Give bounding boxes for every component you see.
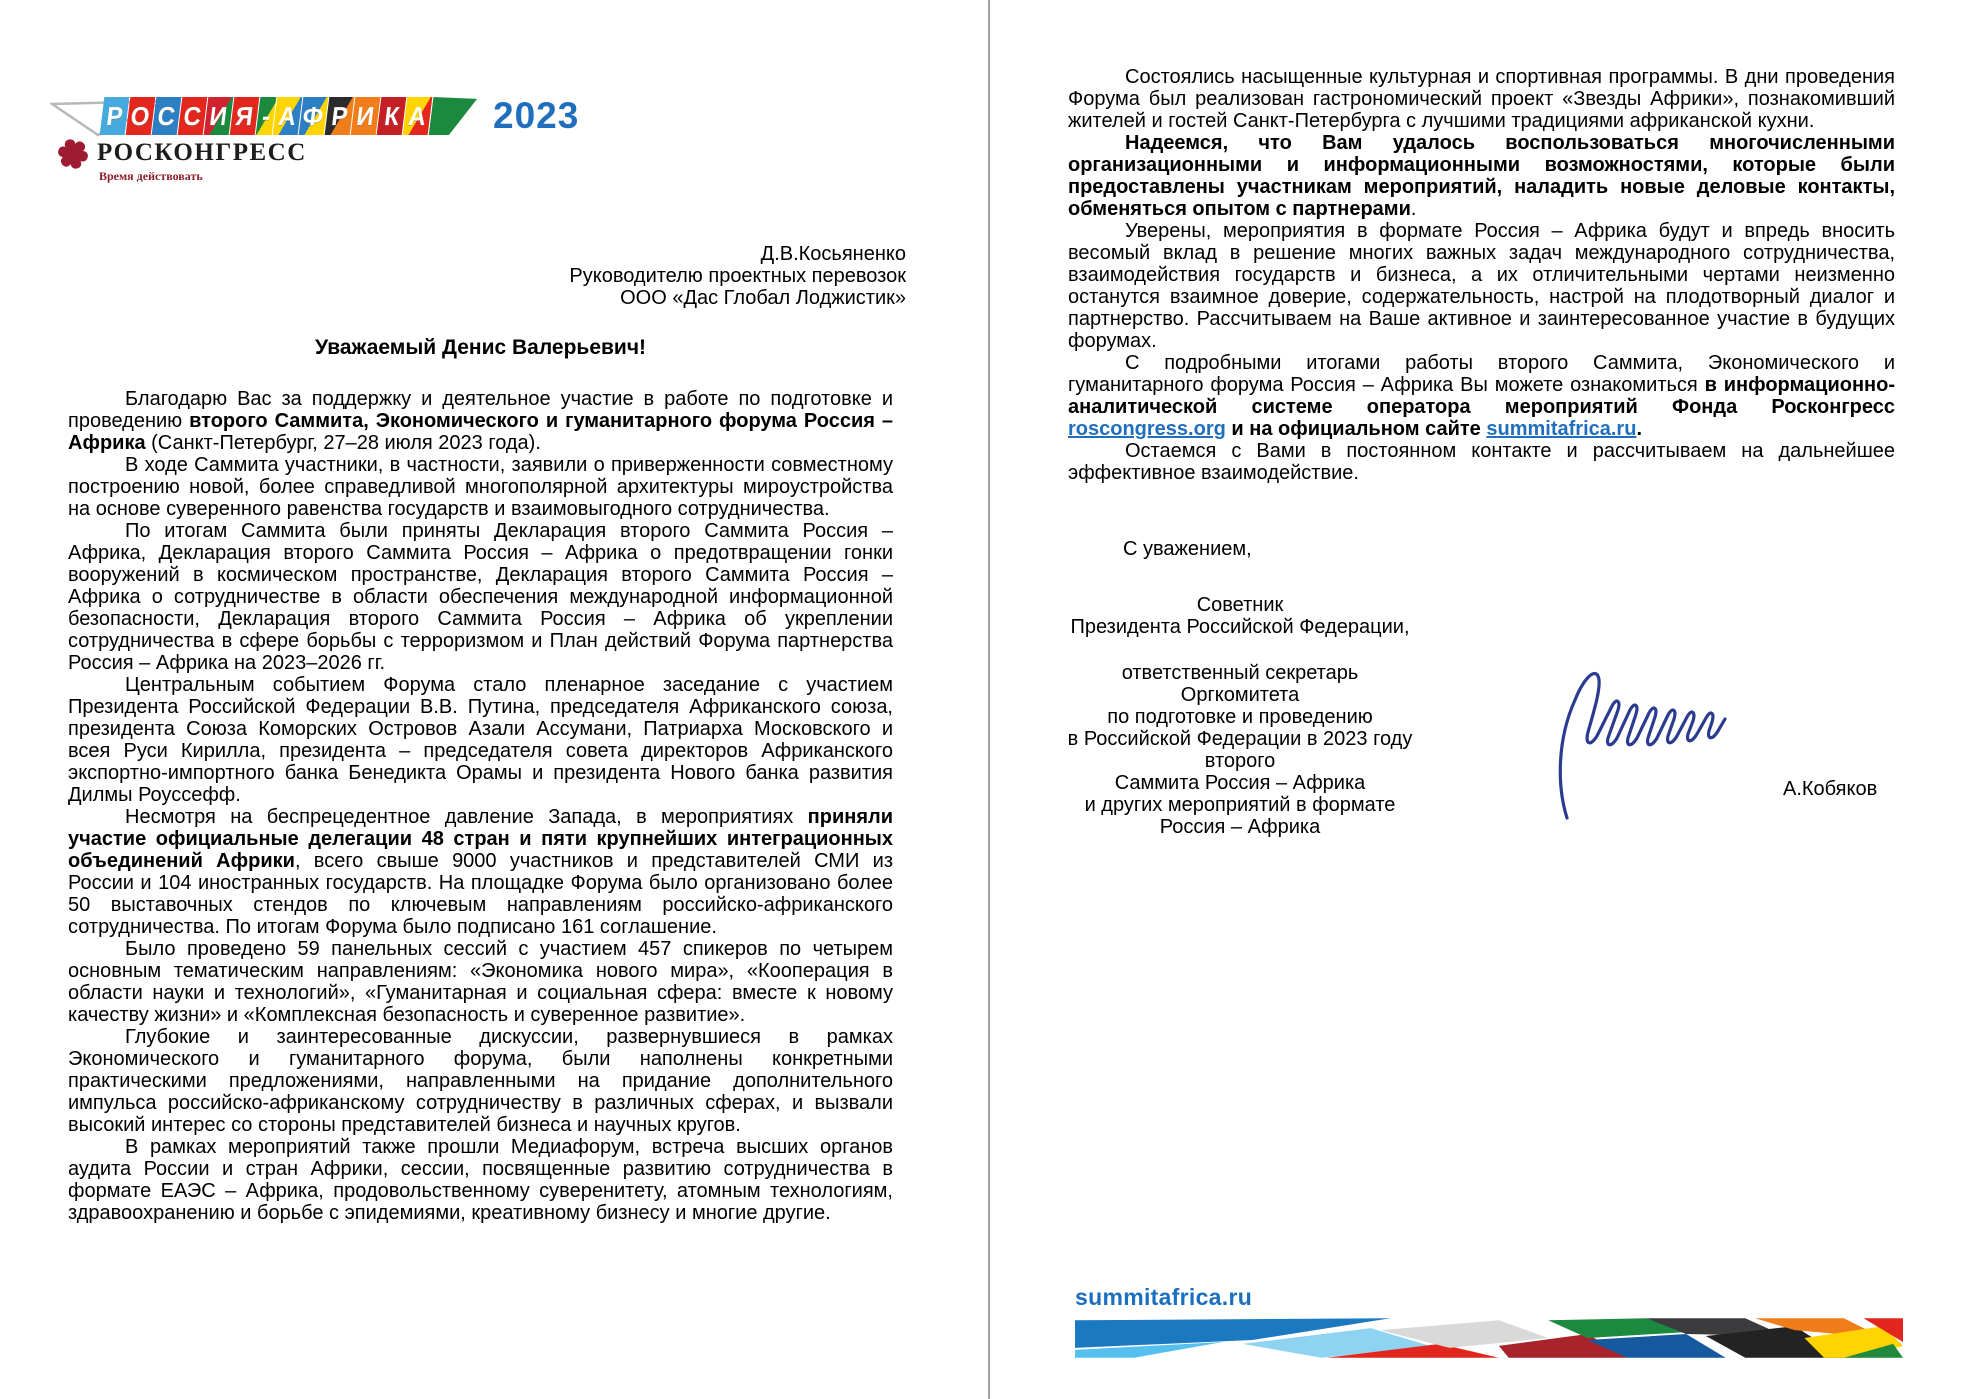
- text-run: По итогам Саммита были приняты Декларация второго Саммита Россия – Африка, Декларация второго Саммита Россия – Африка о предотвращении гонки вооружений в космическом пространстве, Декларация второго Саммита Россия – Африка о сотрудничестве в области обеспечения международной информационной безопасности, Декларация второго Саммита Россия – Африка об укреплении сотрудничества в сфере борьбы с терроризмом и План действий Форума партнерства Россия – Африка на 2023–2026 гг.: [68, 520, 893, 674]
- text-run: В рамках мероприятий также прошли Медиафорум, встреча высших органов аудита России и стран Африки, сессии, посвященные развитию сотрудничества в формате ЕАЭС – Африка, продовольственному суверенитету, атомным технологиям, здравоохранению и борьбе с эпидемиями, креативному бизнесу и многие другие.: [68, 1136, 893, 1224]
- paragraph: [68, 806, 893, 938]
- logo-letter: С: [182, 101, 203, 131]
- text-line: Россия – Африка: [1159, 816, 1321, 838]
- letter-body-page2: [1068, 66, 1895, 484]
- inline-link[interactable]: summitafrica.ru: [1486, 418, 1637, 440]
- paragraph: [1068, 440, 1895, 484]
- text-run: Уверены, мероприятия в формате Россия – Африка будут и впредь вносить весомый вклад в решение многих важных задач международного сотрудничества, взаимодействия государств и бизнеса, а их отличительными чертами неизменно останутся взаимное доверие, содержательность, настрой на плодотворный диалог и партнерство. Рассчитываем на Ваше активное и заинтересованное участие в будущих форумах.: [1068, 220, 1895, 352]
- logo-tile: [377, 97, 407, 135]
- footer-site-link[interactable]: summitafrica.ru: [1075, 1284, 1253, 1310]
- logo-tile: [230, 97, 260, 135]
- letter-body-page1: [68, 388, 893, 1224]
- text-run: Несмотря на беспрецедентное давление Запада, в мероприятиях: [125, 806, 808, 828]
- inline-link[interactable]: roscongress.org: [1068, 418, 1226, 440]
- text-run: (Санкт-Петербург, 27–28 июля 2023 года).: [145, 432, 541, 454]
- logo-tile: [299, 97, 329, 135]
- text-run: .: [1636, 418, 1642, 440]
- text-line: Руководителю проектных перевозок: [569, 265, 906, 287]
- logo-letter: -: [260, 101, 272, 131]
- roscongress-tagline: Время действовать: [99, 169, 203, 183]
- logo-letter: И: [208, 101, 229, 131]
- paragraph: [68, 454, 893, 520]
- paragraph: [1068, 132, 1895, 220]
- page-divider: [988, 0, 990, 1399]
- logo-end-wedge: [429, 97, 478, 135]
- page-1: [0, 0, 988, 1399]
- recipient-block: [68, 243, 906, 309]
- logo-letter: С: [156, 101, 177, 131]
- text-line: по подготовке и проведению: [1107, 706, 1373, 728]
- closing-line: С уважением,: [1123, 538, 1252, 560]
- roscongress-pinwheel-icon: [57, 138, 89, 170]
- paragraph: [68, 938, 893, 1026]
- roscongress-name: РОСКОНГРЕСС: [97, 139, 307, 166]
- footer-color-stripe: [1075, 1318, 1903, 1358]
- paragraph: [1068, 220, 1895, 352]
- text-run: Глубокие и заинтересованные дискуссии, развернувшиеся в рамках Экономического и гуманитарного форума, были наполнены конкретными практическими предложениями, направленными на придание дополнительного импульса российско-африканскому сотрудничеству в различных сферах, и вызвали высокий интерес со стороны представителей бизнеса и научных кругов.: [68, 1026, 893, 1136]
- text-run: Остаемся с Вами в постоянном контакте и рассчитываем на дальнейшее эффективное взаимодействие.: [1068, 440, 1895, 484]
- text-line: Советник: [1196, 594, 1284, 616]
- russia-africa-logo: [102, 97, 579, 135]
- logo-year: 2023: [493, 95, 580, 136]
- paragraph: [1068, 352, 1895, 440]
- handwritten-signature: [1551, 636, 1736, 826]
- logo-letter-tiles: [102, 97, 431, 135]
- signature-title-top: [1060, 594, 1420, 638]
- logo-letter: А: [277, 101, 298, 131]
- logo-letter: Р: [104, 101, 125, 131]
- logo-letter: К: [382, 101, 401, 131]
- text-run: В ходе Саммита участники, в частности, заявили о приверженности совместному построению новой, более справедливой многополярной архитектуры мироустройства на основе суверенного равенства государств и взаимовыгодного сотрудничества.: [68, 454, 893, 520]
- text-line: в Российской Федерации в 2023 году второго: [1067, 728, 1413, 772]
- paragraph: [1068, 66, 1895, 132]
- logo-letter: И: [355, 101, 376, 131]
- text-run: Центральным событием Форума стало пленарное заседание с участием Президента Российской Федерации В.В. Путина, председателя Африканского союза, президента Союза Коморских Островов Азали Ассумани, Патриарха Московского и всея Руси Кирилла, президента – председателя совета директоров Африканского экспортно-импортного банка Бенедикта Орамы и президента Нового банка развития Дилмы Роуссефф.: [68, 674, 893, 806]
- text-run: второго Саммита, Экономического и гуманитарного форума Россия – Африка: [68, 410, 893, 454]
- paragraph: [68, 1136, 893, 1224]
- logo-letter: О: [129, 101, 152, 131]
- text-line: Д.В.Косьяненко: [760, 243, 906, 265]
- logo-tile: [204, 97, 234, 135]
- logo-tile: [325, 97, 355, 135]
- paragraph: [68, 520, 893, 674]
- text-line: ответственный секретарь Оргкомитета: [1121, 662, 1359, 706]
- logo-tile: [178, 97, 208, 135]
- text-run: , всего свыше 9000 участников и представителей СМИ из России и 104 иностранных государств. На площадке Форума было организовано более 50 выставочных стендов по ключевым направлениям российско-африканского сотрудничества. По итогам Форума было подписано 161 соглашение.: [68, 850, 893, 938]
- text-run: Надеемся, что Вам удалось воспользоваться многочисленными организационными и информационными возможностями, которые были предоставлены участникам мероприятий, наладить новые деловые контакты, обменяться опытом с партнерами: [1068, 132, 1895, 220]
- signer-name: А.Кобяков: [1783, 778, 1878, 800]
- text-run: и на официальном сайте: [1225, 418, 1487, 440]
- roscongress-logo: [57, 138, 307, 183]
- text-line: Президента Российской Федерации,: [1070, 616, 1410, 638]
- logo-letter: Ф: [301, 101, 326, 131]
- paragraph: [68, 674, 893, 806]
- text-run: приняли участие официальные делегации 48 стран и пяти крупнейших интеграционных объединений Африки: [68, 806, 893, 872]
- logo-tile: [152, 97, 182, 135]
- salutation: Уважаемый Денис Валерьевич!: [314, 336, 647, 359]
- text-run: Благодарю Вас за поддержку и деятельное участие в работе по подготовке и проведению: [68, 388, 893, 432]
- logo-letter: Р: [329, 101, 350, 131]
- text-run: Состоялись насыщенные культурная и спортивная программы. В дни проведения Форума был реализован гастрономический проект «Звезды Африки», познакомивший жителей и гостей Санкт-Петербурга с лучшими традициями африканской кухни.: [1068, 66, 1895, 132]
- text-line: Саммита Россия – Африка: [1114, 772, 1366, 794]
- logo-letter: А: [407, 101, 428, 131]
- text-run: в информационно-аналитической системе оператора мероприятий Фонда Росконгресс: [1068, 374, 1895, 418]
- signature-title-block: [1060, 594, 1420, 838]
- paragraph: [68, 1026, 893, 1136]
- text-run: .: [1410, 198, 1417, 220]
- logo-tile: [403, 97, 433, 135]
- paragraph: [68, 388, 893, 454]
- logo-tile: [273, 97, 303, 135]
- signature-title-bottom: [1060, 662, 1420, 838]
- text-run: Было проведено 59 панельных сессий с участием 457 спикеров по четырем основным тематическим направлениям: «Экономика нового мира», «Кооперация в области науки и технологий», «Гуманитарная и социальная сфера: вместе к новому качеству жизни» и «Комплексная безопасность и суверенное развитие».: [68, 938, 893, 1026]
- logo-tile: [126, 97, 156, 135]
- text-line: ООО «Дас Глобал Лоджистик»: [620, 287, 906, 309]
- text-run: С подробными итогами работы второго Саммита, Экономического и гуманитарного форума Россия – Африка Вы можете ознакомиться: [1068, 352, 1895, 396]
- logo-tile: [100, 97, 130, 135]
- page-2: [991, 0, 1980, 1399]
- logo-letter: Я: [234, 101, 255, 131]
- text-line: и других мероприятий в формате: [1084, 794, 1396, 816]
- logo-tile: [351, 97, 381, 135]
